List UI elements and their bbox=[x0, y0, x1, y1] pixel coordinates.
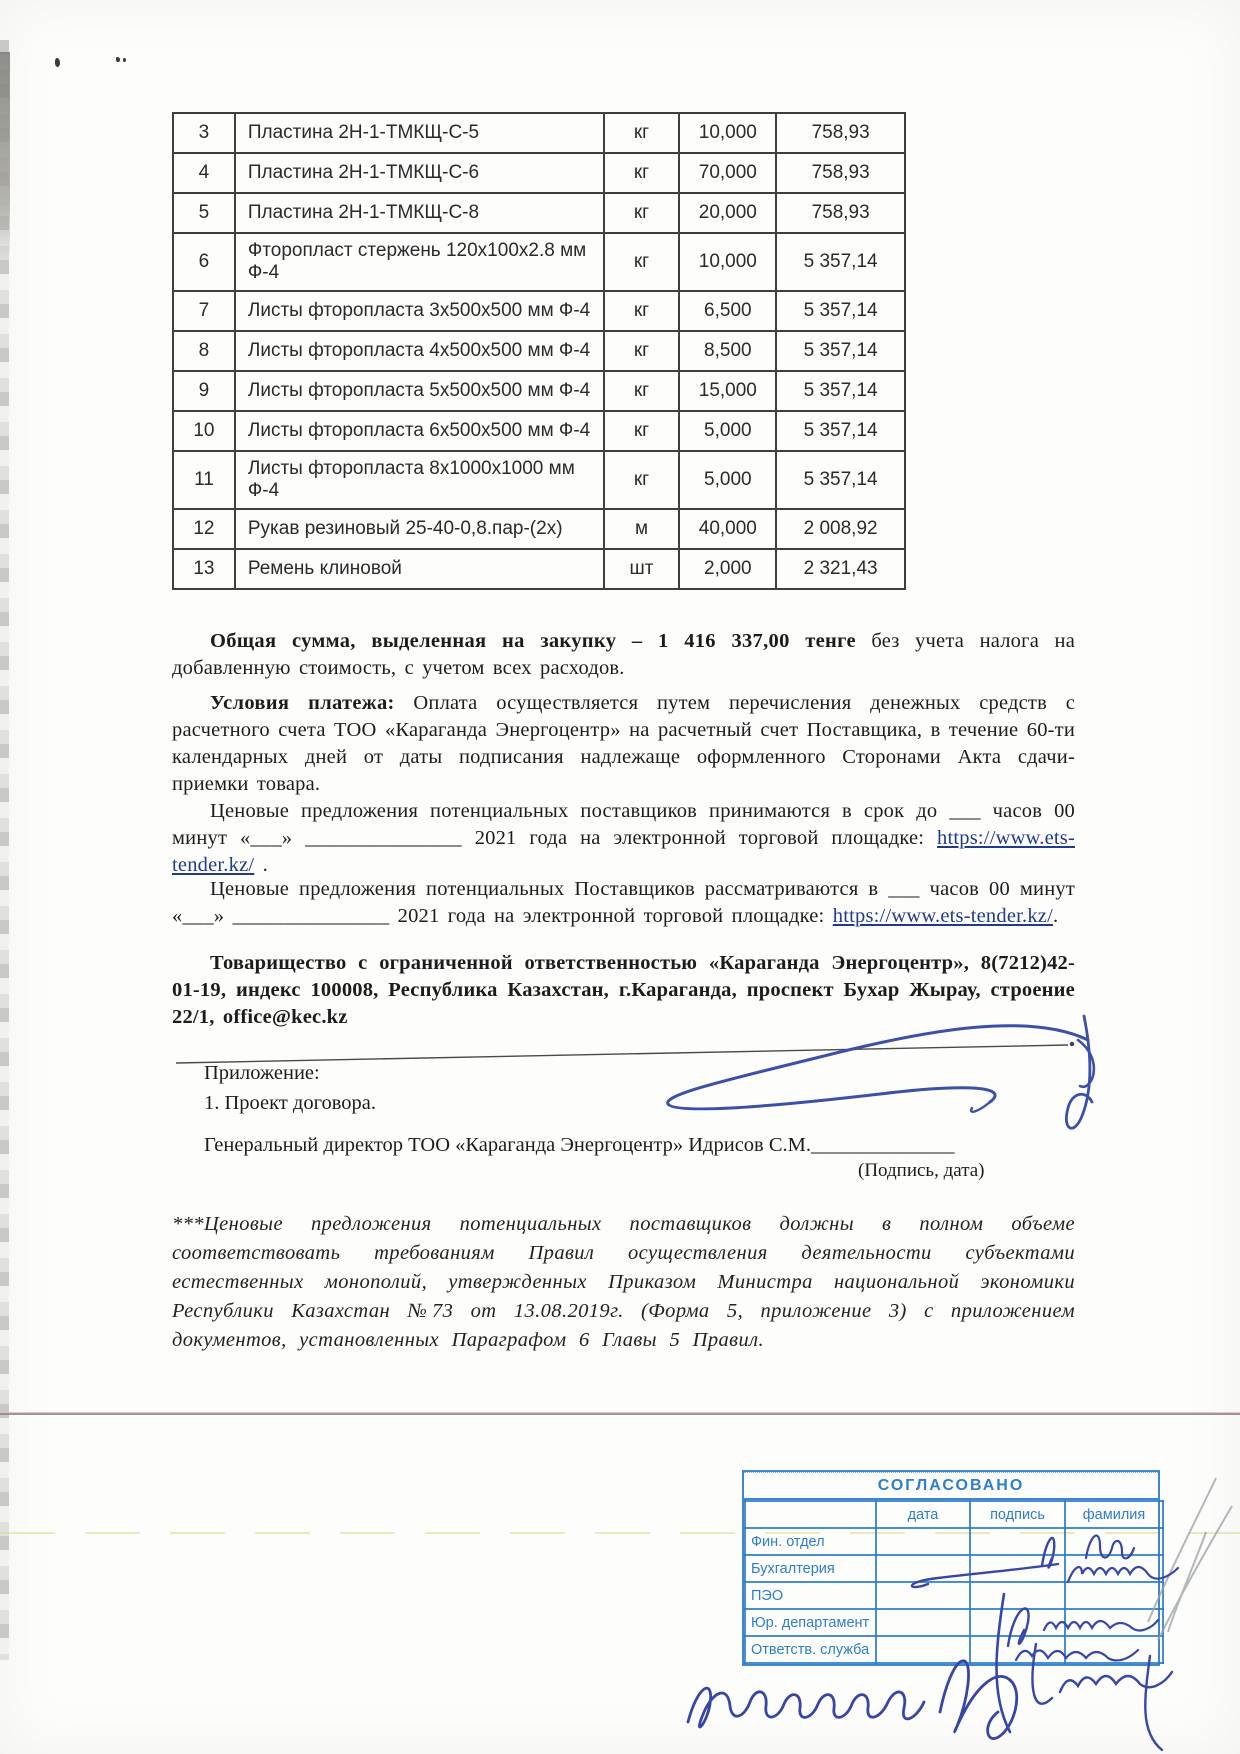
stamp-col-header: дата bbox=[876, 1501, 970, 1528]
cell-name: Листы фторопласта 5х500х500 мм Ф-4 bbox=[235, 371, 604, 411]
stamp-header-row bbox=[745, 1501, 1163, 1528]
director-signature-line: Генеральный директор ТОО «Караганда Энергоцентр» Идрисов С.М.______________ bbox=[204, 1134, 955, 1156]
cell-unit: кг bbox=[604, 113, 680, 153]
cell-name: Пластина 2Н-1-ТМКЩ-С-6 bbox=[235, 153, 604, 193]
attachment-label: Приложение: bbox=[204, 1062, 320, 1084]
cell-name: Рукав резиновый 25-40-0,8.пар-(2х) bbox=[235, 509, 604, 549]
cell-qty: 6,500 bbox=[679, 291, 776, 331]
cell-qty: 40,000 bbox=[679, 509, 776, 549]
cell-price: 5 357,14 bbox=[776, 331, 905, 371]
handwritten-surname-ink bbox=[688, 1661, 1017, 1739]
cell-unit: кг bbox=[604, 451, 680, 509]
paragraph-offers-review bbox=[172, 876, 1075, 930]
cell-unit: кг bbox=[604, 233, 680, 291]
stamp-row bbox=[745, 1528, 1163, 1555]
items-table-body bbox=[173, 113, 905, 589]
stamp-row-cell bbox=[876, 1609, 970, 1636]
cell-unit: кг bbox=[604, 193, 680, 233]
table-row bbox=[173, 509, 905, 549]
cell-price: 758,93 bbox=[776, 193, 905, 233]
paragraph-total-sum bbox=[172, 628, 1075, 682]
cell-num: 10 bbox=[173, 411, 235, 451]
cell-num: 9 bbox=[173, 371, 235, 411]
cell-price: 5 357,14 bbox=[776, 233, 905, 291]
offers-review-tail: . bbox=[1053, 905, 1059, 927]
cell-name: Пластина 2Н-1-ТМКЩ-С-8 bbox=[235, 193, 604, 233]
paragraph-offers-accept bbox=[172, 798, 1075, 879]
table-row bbox=[173, 233, 905, 291]
stamp-table-body bbox=[745, 1501, 1163, 1663]
table-row bbox=[173, 331, 905, 371]
stamp-row-cell bbox=[970, 1555, 1065, 1582]
table-row bbox=[173, 291, 905, 331]
scan-line-artifact bbox=[0, 1412, 1240, 1415]
stamp-col-header-empty bbox=[745, 1501, 876, 1528]
stamp-row-cell bbox=[970, 1528, 1065, 1555]
stamp-row-cell bbox=[1065, 1582, 1163, 1609]
stamp-row-cell bbox=[970, 1636, 1065, 1663]
payment-terms-bold: Условия платежа: bbox=[210, 692, 395, 714]
cell-qty: 10,000 bbox=[679, 113, 776, 153]
items-table bbox=[172, 112, 906, 590]
signature-caption: (Подпись, дата) bbox=[858, 1160, 985, 1181]
cell-price: 758,93 bbox=[776, 113, 905, 153]
table-row bbox=[173, 193, 905, 233]
offers-accept-text: Ценовые предложения потенциальных поставщиков принимаются в срок до ___ часов 00 минут «___» _______________ 2021 года на электронной торговой площадке: bbox=[172, 800, 1075, 849]
cell-price: 5 357,14 bbox=[776, 411, 905, 451]
scan-edge-artifact-top bbox=[0, 52, 10, 262]
table-row bbox=[173, 451, 905, 509]
table-row bbox=[173, 411, 905, 451]
cell-price: 2 008,92 bbox=[776, 509, 905, 549]
paragraph-company-info: Товарищество с ограниченной ответственностью «Караганда Энергоцентр», 8(7212)42-01-19, индекс 100008, Республика Казахстан, г.Караганда, проспект Бухар Жырау, строение 22/1, office@kec.kz bbox=[172, 952, 1075, 1028]
stamp-col-header: подпись bbox=[970, 1501, 1065, 1528]
stamp-row-label: Бухгалтерия bbox=[745, 1555, 876, 1582]
cell-unit: кг bbox=[604, 153, 680, 193]
scan-edge-artifact bbox=[0, 40, 9, 1660]
cell-name: Листы фторопласта 6х500х500 мм Ф-4 bbox=[235, 411, 604, 451]
stamp-row-cell bbox=[1065, 1636, 1163, 1663]
footnote-paragraph: ***Ценовые предложения потенциальных поставщиков должны в полном объеме соответствовать требованиям Правил осуществления деятельности субъектами естественных монополий, утвержденных Приказом Министра национальной экономики Республики Казахстан №73 от 13.08.2019г. (Форма 5, приложение 3) с приложением документов, установленных Параграфом 6 Главы 5 Правил. bbox=[172, 1213, 1075, 1351]
cell-price: 5 357,14 bbox=[776, 451, 905, 509]
stamp-row bbox=[745, 1582, 1163, 1609]
offers-review-text: Ценовые предложения потенциальных Поставщиков рассматриваются в ___ часов 00 минут «___» _______________ 2021 года на электронной торговой площадке: bbox=[172, 878, 1075, 927]
attachment-item: 1. Проект договора. bbox=[204, 1092, 377, 1114]
payment-terms-rest: Оплата осуществляется путем перечисления денежных средств с расчетного счета ТОО «Караганда Энергоцентр» на расчетный счет Поставщика, в течение 60-ти календарных дней от даты подписания надлежаще оформленного Сторонами Акта сдачи-приемки товара. bbox=[172, 692, 1075, 795]
cell-unit: кг bbox=[604, 411, 680, 451]
cell-num: 13 bbox=[173, 549, 235, 589]
cell-name: Ремень клиновой bbox=[235, 549, 604, 589]
stamp-row-cell bbox=[876, 1528, 970, 1555]
stamp-row-cell bbox=[970, 1609, 1065, 1636]
cell-name: Листы фторопласта 4х500х500 мм Ф-4 bbox=[235, 331, 604, 371]
ets-tender-link-2[interactable]: https://www.ets-tender.kz/ bbox=[832, 905, 1054, 927]
total-sum-bold: Общая сумма, выделенная на закупку – 1 416 337,00 тенге bbox=[210, 630, 856, 652]
stamp-row bbox=[745, 1555, 1163, 1582]
cell-num: 6 bbox=[173, 233, 235, 291]
ets-tender-link[interactable]: https://www.ets-tender.kz/ bbox=[172, 827, 1075, 876]
scan-speck bbox=[116, 57, 120, 62]
table-row bbox=[173, 113, 905, 153]
cell-name: Пластина 2Н-1-ТМКЩ-С-5 bbox=[235, 113, 604, 153]
cell-qty: 5,000 bbox=[679, 411, 776, 451]
cell-price: 5 357,14 bbox=[776, 371, 905, 411]
cell-num: 12 bbox=[173, 509, 235, 549]
stamp-col-header: фамилия bbox=[1065, 1501, 1163, 1528]
cell-qty: 20,000 bbox=[679, 193, 776, 233]
cell-qty: 5,000 bbox=[679, 451, 776, 509]
stamp-row-label: Юр. департамент bbox=[745, 1609, 876, 1636]
cell-qty: 8,500 bbox=[679, 331, 776, 371]
stamp-row-label: ПЭО bbox=[745, 1582, 876, 1609]
cell-unit: кг bbox=[604, 331, 680, 371]
cell-unit: кг bbox=[604, 291, 680, 331]
cell-unit: шт bbox=[604, 549, 680, 589]
cell-qty: 2,000 bbox=[679, 549, 776, 589]
stamp-row-cell bbox=[1065, 1609, 1163, 1636]
stamp-table bbox=[744, 1500, 1164, 1664]
stamp-row-label: Ответств. служба bbox=[745, 1636, 876, 1663]
stamp-row-cell bbox=[1065, 1528, 1163, 1555]
table-row bbox=[173, 371, 905, 411]
stamp-row-cell bbox=[1065, 1555, 1163, 1582]
stamp-row bbox=[745, 1609, 1163, 1636]
cell-name: Листы фторопласта 3х500х500 мм Ф-4 bbox=[235, 291, 604, 331]
approval-stamp bbox=[742, 1470, 1160, 1666]
cell-name: Фторопласт стержень 120х100х2.8 мм Ф-4 bbox=[235, 233, 604, 291]
table-row bbox=[173, 153, 905, 193]
cell-num: 3 bbox=[173, 113, 235, 153]
cell-price: 758,93 bbox=[776, 153, 905, 193]
cell-price: 5 357,14 bbox=[776, 291, 905, 331]
stamp-row-cell bbox=[970, 1582, 1065, 1609]
stamp-row-cell bbox=[876, 1555, 970, 1582]
cell-price: 2 321,43 bbox=[776, 549, 905, 589]
cell-qty: 15,000 bbox=[679, 371, 776, 411]
scan-speck bbox=[123, 58, 126, 62]
cell-num: 8 bbox=[173, 331, 235, 371]
stamp-title: СОГЛАСОВАНО bbox=[744, 1472, 1158, 1500]
cell-num: 5 bbox=[173, 193, 235, 233]
stamp-row bbox=[745, 1636, 1163, 1663]
cell-num: 7 bbox=[173, 291, 235, 331]
cell-num: 11 bbox=[173, 451, 235, 509]
cell-num: 4 bbox=[173, 153, 235, 193]
cell-name: Листы фторопласта 8х1000х1000 мм Ф-4 bbox=[235, 451, 604, 509]
cell-qty: 70,000 bbox=[679, 153, 776, 193]
scan-speck bbox=[55, 58, 60, 67]
cell-unit: кг bbox=[604, 371, 680, 411]
pen-dot bbox=[1070, 1042, 1074, 1046]
cell-unit: м bbox=[604, 509, 680, 549]
paragraph-payment-terms bbox=[172, 690, 1075, 798]
table-row bbox=[173, 549, 905, 589]
cell-qty: 10,000 bbox=[679, 233, 776, 291]
total-sum-rest: без учета налога на добавленную стоимость, с учетом всех расходов. bbox=[172, 630, 1075, 679]
offers-accept-tail: . bbox=[254, 854, 268, 876]
stamp-row-label: Фин. отдел bbox=[745, 1528, 876, 1555]
stamp-row-cell bbox=[876, 1582, 970, 1609]
stamp-row-cell bbox=[876, 1636, 970, 1663]
